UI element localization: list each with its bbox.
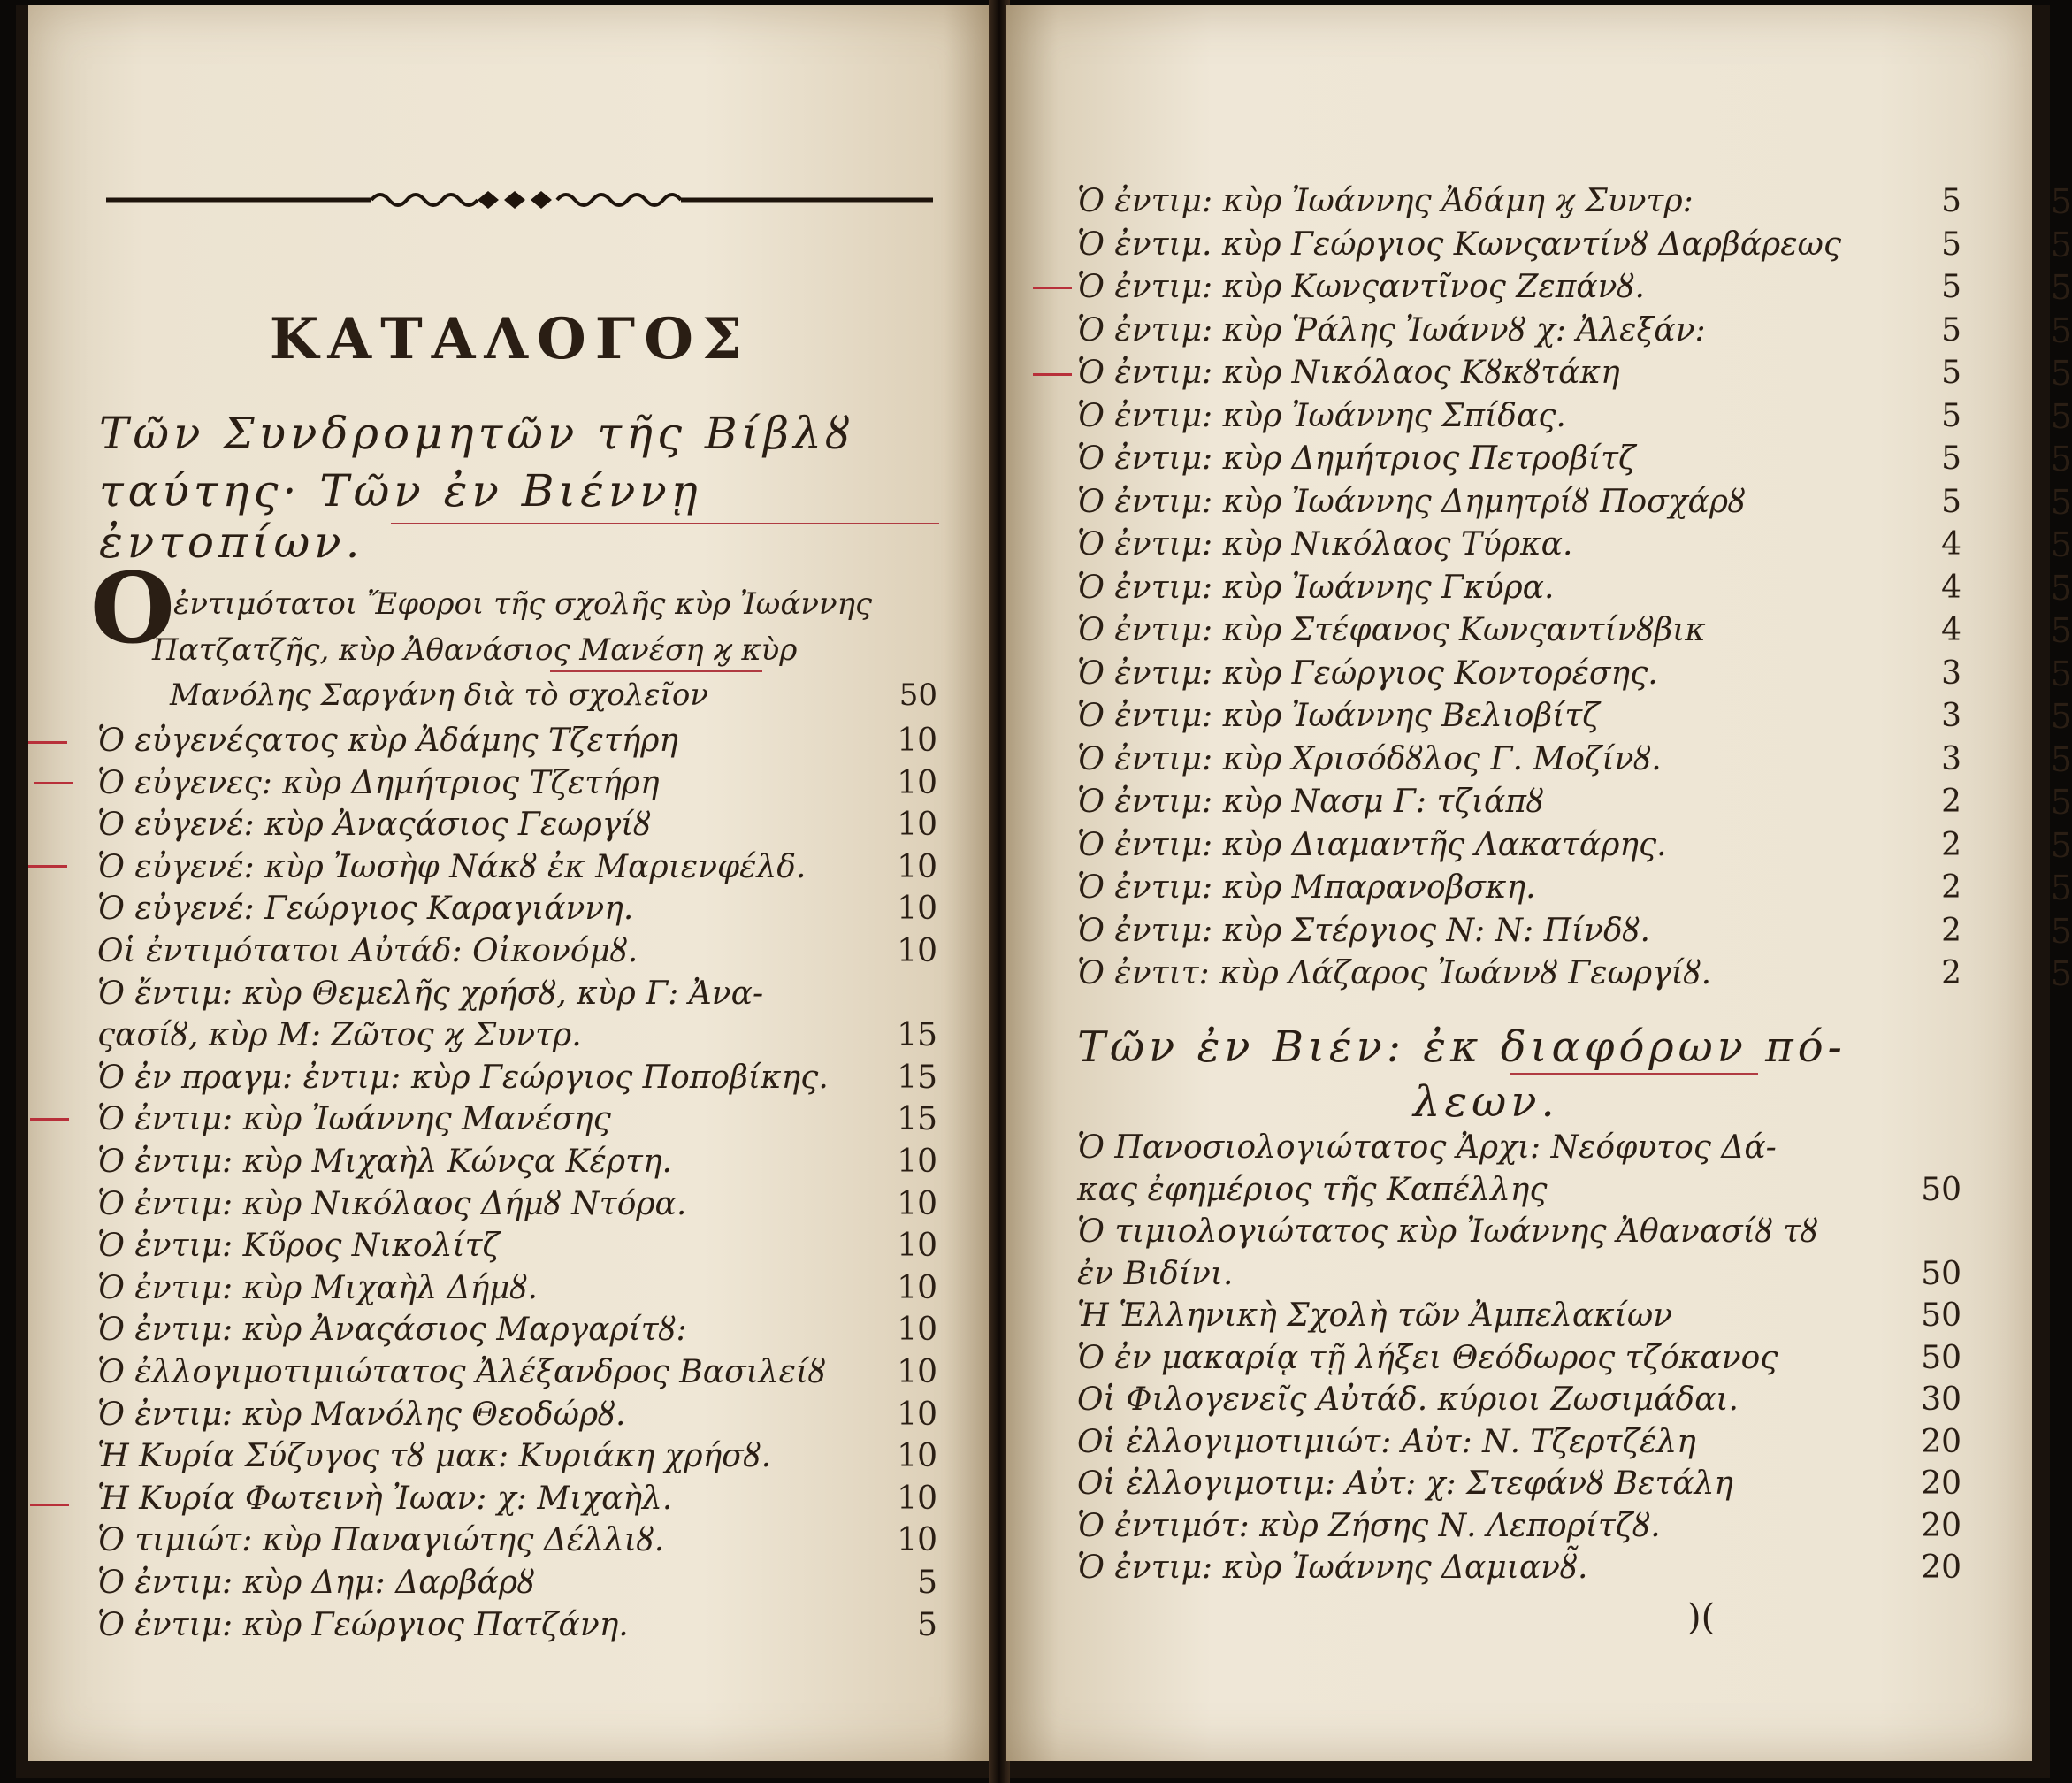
- list-item: [97, 804, 937, 846]
- list-item: [1077, 180, 2072, 223]
- list-item: [97, 1604, 937, 1647]
- subscriber-name: Ὁ ἐντιτ: κὺρ Λάζαρος Ἰωάννȣ Γεωργίȣ.: [1077, 955, 1712, 991]
- list-item: [1077, 266, 2072, 309]
- subscriber-name: Ὁ ἐντιμ: κὺρ Ἰωάννης Σπίδας.: [1077, 397, 1566, 434]
- list-item: [1077, 824, 2072, 867]
- subscription-count: 2: [1941, 784, 1961, 820]
- list-item: [1077, 738, 2072, 781]
- subscriber-name: Ὁ ἐντιμ: κὺρ Μιχαὴλ Κώνςα Κέρτη.: [97, 1144, 672, 1180]
- subscription-count: 2: [1941, 912, 1961, 949]
- list-item: [97, 1141, 937, 1183]
- margin-mark: [28, 865, 67, 868]
- subscriber-name: Ὁ ἐντιμ: κὺρ Γεώργιος Κοντορέσης.: [1077, 654, 1658, 692]
- subscriber-name: Ὁ ἐντιμ: κὺρ Δημ: Δαρβάρȣ: [97, 1565, 535, 1601]
- margin-count: 5: [2050, 739, 2072, 779]
- subscriber-name: Ὁ εὐγενέ: κὺρ Ἀναςάσιος Γεωργίȣ: [97, 807, 652, 844]
- subscriber-name: Ὁ ἐντιμ: κὺρ Νασμ Γ: τζιάπȣ: [1077, 784, 1544, 820]
- margin-count: 5: [2050, 654, 2072, 693]
- subscription-count: 10: [897, 1522, 937, 1559]
- drop-initial: Ο: [90, 551, 175, 665]
- subscription-count: 50: [1921, 1339, 1961, 1376]
- subscriber-name: Ὁ εὐγενέ: Γεώργιος Καραγιάννη.: [97, 891, 634, 928]
- subscriber-name: Ὁ τιμιολογιώτατος κὺρ Ἰωάννης Ἀθανασίȣ τȣ: [1077, 1213, 1818, 1250]
- subscription-count: 10: [897, 933, 937, 969]
- list-item: [1077, 395, 2072, 438]
- list-item: [1077, 867, 2072, 909]
- margin-count: 5: [2050, 525, 2072, 564]
- subscription-count: 15: [897, 1059, 937, 1096]
- list-item: [1077, 1463, 1961, 1505]
- intro-line-3: Μανόλης Σαργάνη διὰ τὸ σχολεῖον: [170, 677, 708, 713]
- subscription-count: 5: [917, 1606, 937, 1643]
- subscription-count: 50: [1921, 1255, 1961, 1292]
- list-item: [1077, 1295, 1961, 1337]
- intro-amount: 50: [898, 677, 937, 713]
- subscriber-name: Ὁ ἐντιμ: κὺρ Χρισόδȣλος Γ. Μοζίνȣ.: [1077, 740, 1662, 777]
- list-item: [97, 1562, 937, 1604]
- margin-mark: [30, 1504, 69, 1506]
- subscription-count: 3: [1941, 698, 1961, 734]
- subscription-count: 10: [897, 891, 937, 928]
- margin-count: 5: [2050, 354, 2072, 393]
- margin-count: 5: [2050, 310, 2072, 350]
- subscription-count: 5: [1941, 440, 1961, 477]
- subscription-count: 15: [897, 1017, 937, 1054]
- section-heading-line-2: λεων.: [1413, 1077, 1559, 1127]
- subscription-count: 10: [897, 1480, 937, 1517]
- list-item: [1077, 653, 2072, 695]
- list-item: [97, 720, 937, 762]
- subscriber-name: Ὁ ἔντιμ: κὺρ Θεμελῆς χρήσȣ, κὺρ Γ: Ἀνα-: [97, 975, 764, 1012]
- list-item: [1077, 609, 2072, 652]
- margin-count: 5: [2050, 396, 2072, 436]
- subscription-count: 5: [1941, 269, 1961, 305]
- subscriber-name: Ἡ Κυρία Σύζυγος τȣ μακ: Κυριάκη χρήσȣ.: [97, 1438, 772, 1475]
- subscriber-name: Ὁ ἐντιμ: κὺρ Νικόλαος Τύρκα.: [1077, 526, 1573, 562]
- subscriber-name: Ὁ ἐντιμ: κὺρ Ἰωάννης Μανέσης: [97, 1101, 611, 1138]
- subscription-count: 5: [1941, 483, 1961, 520]
- list-item: [1077, 910, 2072, 953]
- subscription-count: 3: [1941, 654, 1961, 692]
- margin-mark: [28, 741, 67, 744]
- subscription-count: 20: [1921, 1507, 1961, 1544]
- list-item: [1077, 310, 2072, 352]
- list-item: [97, 1519, 937, 1562]
- margin-mark: [1033, 373, 1072, 376]
- subscriber-name: Οἱ Φιλογενεῖς Αὐτάδ. κύριοι Ζωσιμάδαι.: [1077, 1381, 1739, 1418]
- subscriber-name: Ὁ ἐντιμ: κὺρ Κωνςαντῖνος Ζεπάνȣ.: [1077, 269, 1645, 305]
- list-item: [1077, 695, 2072, 738]
- subscriber-name: Ἡ Ἑλληνικὴ Σχολὴ τῶν Ἀμπελακίων: [1077, 1297, 1673, 1334]
- subscription-count: 2: [1941, 869, 1961, 906]
- list-item: [1077, 1547, 1961, 1589]
- subscription-count: 5: [1941, 226, 1961, 263]
- list-item: [1077, 1379, 1961, 1421]
- subscription-count: 5: [917, 1565, 937, 1601]
- intro-line-2: Πατζατζῆς, κὺρ Ἀθανάσιος Μανέση ϗ κὺρ: [152, 632, 798, 668]
- subscriber-name: Ὁ ἐντιμ: κὺρ Ἰωάννης Δημητρίȣ Ποσχάρȣ: [1077, 483, 1746, 520]
- list-item: [1077, 1169, 1961, 1212]
- subscriber-name: Ὁ ἐντιμ: κὺρ Ἰωάννης Ἀδάμη ϗ Συντρ:: [1077, 183, 1694, 219]
- list-item: [1077, 1253, 1961, 1296]
- subscriber-name: Ὁ εὐγενες: κὺρ Δημήτριος Τζετήρη: [97, 764, 660, 801]
- subscription-count: 4: [1941, 526, 1961, 562]
- margin-count: 5: [2050, 825, 2072, 865]
- section-heading-line-1: Τῶν ἐν Βιέν: ἐκ διαφόρων πό-: [1077, 1022, 1846, 1072]
- margin-count: 5: [2050, 482, 2072, 522]
- subscriber-name: Ὁ ἐντιμ: κὺρ Μπαρανοβσκη.: [1077, 869, 1536, 906]
- subscription-count: 15: [897, 1101, 937, 1138]
- list-item: [97, 1478, 937, 1520]
- subscription-count: 5: [1941, 311, 1961, 348]
- list-item: [97, 1435, 937, 1478]
- ornament-rule: [106, 182, 933, 218]
- subscription-count: 10: [897, 848, 937, 885]
- subscription-count: 20: [1921, 1550, 1961, 1586]
- subtitle-line-1: Τῶν Συνδρομητῶν τῆς Βίβλȣ: [99, 408, 855, 459]
- subscription-count: 10: [897, 1269, 937, 1306]
- subscription-count: 50: [1921, 1297, 1961, 1334]
- subscription-count: 3: [1941, 740, 1961, 777]
- subscriber-name: Ὁ ἐντιμ: κὺρ Νικόλαος Δήμȣ Ντόρα.: [97, 1185, 687, 1222]
- subscriber-name: Οἱ ἐλλογιμοτιμ: Αὐτ: χ: Στεφάνȣ Βετάλη: [1077, 1465, 1733, 1502]
- list-item: [1077, 781, 2072, 823]
- margin-count: 5: [2050, 783, 2072, 822]
- list-item: [97, 1225, 937, 1267]
- subtitle-line-2: ταύτης· Τῶν ἐν Βιέννῃ ἐντοπίων.: [99, 465, 702, 568]
- subscription-count: 4: [1941, 612, 1961, 648]
- margin-count: 5: [2050, 225, 2072, 264]
- subscriber-name: Ὁ ἐντιμ: κὺρ Ἰωάννης Δαμιανȣ̃.: [1077, 1550, 1588, 1586]
- list-item: [1077, 1505, 1961, 1548]
- list-item: [97, 1394, 937, 1436]
- margin-count: 5: [2050, 440, 2072, 478]
- subscriber-name: Ὁ ἐντιμ: κὺρ Ἀναςάσιος Μαργαρίτȣ:: [97, 1312, 687, 1349]
- right-page: [1006, 5, 2072, 1761]
- subscription-count: 10: [897, 1396, 937, 1433]
- subscriber-name: Οἱ ἐντιμότατοι Αὐτάδ: Οἰκονόμȣ.: [97, 933, 638, 969]
- subscription-count: 10: [897, 1312, 937, 1349]
- list-item: [1077, 224, 2072, 266]
- margin-count: 5: [2050, 611, 2072, 650]
- subscriber-name: Ὁ τιμιώτ: κὺρ Παναγιώτης Δέλλιȣ.: [97, 1522, 665, 1559]
- list-item: [1077, 352, 2072, 394]
- intro-line-1: ἱ ἐντιμότατοι Ἔφοροι τῆς σχολῆς κὺρ Ἰωάννης: [152, 586, 873, 622]
- subscription-count: 10: [897, 807, 937, 844]
- subscriber-name: ἐν Βιδίνι.: [1077, 1255, 1234, 1292]
- margin-mark: [34, 782, 73, 784]
- list-item: [1077, 1337, 1961, 1380]
- subscription-count: 20: [1921, 1465, 1961, 1502]
- subscriber-name: Ὁ ἐντιμ: Κῦρος Νικολίτζ: [97, 1228, 501, 1265]
- list-item: [97, 1309, 937, 1351]
- subscription-count: 10: [897, 723, 937, 759]
- list-item: [97, 1057, 937, 1099]
- red-underline: [1510, 1073, 1758, 1075]
- subscription-count: 10: [897, 1354, 937, 1390]
- subscriber-name: Ὁ ἐντιμ: κὺρ Στέφανος Κωνςαντίνȣβικ: [1077, 612, 1706, 648]
- list-item: [1077, 481, 2072, 524]
- subscriber-name: Ἡ Κυρία Φωτεινὴ Ἰωαν: χ: Μιχαὴλ.: [97, 1480, 673, 1517]
- margin-mark: [30, 1118, 69, 1121]
- subscriber-name: Ὁ ἐλλογιμοτιμιώτατος Ἀλέξανδρος Βασιλείȣ: [97, 1354, 826, 1390]
- subscription-count: 5: [1941, 355, 1961, 391]
- red-underline: [550, 670, 762, 672]
- left-page: [28, 5, 992, 1761]
- subscription-count: 10: [897, 1228, 937, 1265]
- subscription-count: 10: [897, 1144, 937, 1180]
- subscription-count: 5: [1941, 183, 1961, 219]
- list-item: [97, 846, 937, 889]
- subscription-count: 5: [1941, 397, 1961, 434]
- subscription-count: 10: [897, 1185, 937, 1222]
- list-item: [1077, 567, 2072, 609]
- list-item: [1077, 1211, 1961, 1253]
- subscriber-name: Ὁ εὐγενέςατος κὺρ Ἀδάμης Τζετήρη: [97, 723, 678, 759]
- margin-count: 5: [2050, 911, 2072, 951]
- list-item: [97, 1098, 937, 1141]
- subscriber-name: Ὁ ἐντιμ: κὺρ Διαμαντῆς Λακατάρης.: [1077, 826, 1667, 863]
- subscription-count: 30: [1921, 1381, 1961, 1418]
- subscription-count: 2: [1941, 826, 1961, 863]
- margin-count: 5: [2050, 697, 2072, 736]
- subscriber-name: Ὁ ἐν μακαρίᾳ τῇ λήξει Θεόδωρος τζόκανος: [1077, 1339, 1778, 1376]
- subscription-count: 50: [1921, 1171, 1961, 1208]
- list-item: [1077, 438, 2072, 480]
- subscriber-name: Ὁ ἐντιμ: κὺρ Ῥάλης Ἰωάννȣ χ: Ἀλεξάν:: [1077, 311, 1706, 348]
- list-item: [97, 762, 937, 805]
- subscriber-name: Ὁ ἐντιμ: κὺρ Μιχαὴλ Δήμȣ.: [97, 1269, 538, 1306]
- subscriber-name: Ὁ Πανοσιολογιώτατος Ἀρχι: Νεόφυτος Δά-: [1077, 1129, 1777, 1166]
- subscriber-name: Ὁ ἐντιμ: κὺρ Ἰωάννης Βελιοβίτζ: [1077, 698, 1600, 734]
- subscriber-name: Ὁ ἐντιμ: κὺρ Δημήτριος Πετροβίτζ: [1077, 440, 1636, 477]
- list-item: [97, 1351, 937, 1394]
- margin-count: 5: [2050, 954, 2072, 993]
- list-item: [97, 1014, 937, 1057]
- list-item: [97, 1267, 937, 1310]
- margin-count: 5: [2050, 869, 2072, 907]
- list-item: [97, 973, 937, 1015]
- subscription-count: 10: [897, 1438, 937, 1475]
- subscription-count: 4: [1941, 569, 1961, 606]
- subscriber-name: Ὁ ἐν πραγμ: ἐντιμ: κὺρ Γεώργιος Ποποβίκης.: [97, 1059, 829, 1096]
- subscriber-name: Ὁ ἐντιμ: κὺρ Ἰωάννης Γκύρα.: [1077, 569, 1555, 606]
- margin-count: 5: [2050, 182, 2072, 221]
- list-item: [1077, 953, 2072, 995]
- subscriber-name: Ὁ ἐντιμ: κὺρ Νικόλαος Κȣκȣτάκη: [1077, 355, 1620, 391]
- list-item: [1077, 524, 2072, 566]
- list-item: [97, 930, 937, 973]
- subscriber-name: Ὁ ἐντιμ: κὺρ Μανόλης Θεοδώρȣ.: [97, 1396, 626, 1433]
- catalog-title: ΚΑΤΑΛΟΓΟΣ: [269, 306, 752, 372]
- subscription-count: 20: [1921, 1423, 1961, 1460]
- subscriber-name: Οἱ ἐλλογιμοτιμιώτ: Αὐτ: Ν. Τζερτζέλη: [1077, 1423, 1696, 1460]
- list-item: [1077, 1421, 1961, 1464]
- subscriber-name: ςασίȣ, κὺρ Μ: Ζῶτος ϗ Συντρ.: [97, 1017, 582, 1054]
- list-item: [1077, 1127, 1961, 1169]
- margin-mark: [1033, 287, 1072, 289]
- subscription-count: 2: [1941, 955, 1961, 991]
- subscriber-name: Ὁ ἐντιμότ: κὺρ Ζήσης Ν. Λεπορίτζȣ.: [1077, 1507, 1661, 1544]
- subscriber-name: Ὁ εὐγενέ: κὺρ Ἰωσὴφ Νάκȣ ἐκ Μαριενφέλδ.: [97, 848, 807, 885]
- subscriber-name: Ὁ ἐντιμ: κὺρ Γεώργιος Πατζάνη.: [97, 1606, 629, 1643]
- list-item: [97, 888, 937, 930]
- subscriber-name: κας ἐφημέριος τῆς Καπέλλης: [1077, 1171, 1548, 1208]
- subscriber-name: Ὁ ἐντιμ: κὺρ Στέργιος Ν: Ν: Πίνδȣ.: [1077, 912, 1650, 949]
- red-underline: [391, 523, 939, 524]
- list-item: [97, 1183, 937, 1226]
- subscriber-name: Ὁ ἐντιμ. κὺρ Γεώργιος Κωνςαντίνȣ Δαρβάρεως: [1077, 226, 1842, 263]
- margin-count: 5: [2050, 568, 2072, 608]
- catchword: )(: [1687, 1597, 1716, 1638]
- margin-count: 5: [2050, 268, 2072, 307]
- subscription-count: 10: [897, 764, 937, 801]
